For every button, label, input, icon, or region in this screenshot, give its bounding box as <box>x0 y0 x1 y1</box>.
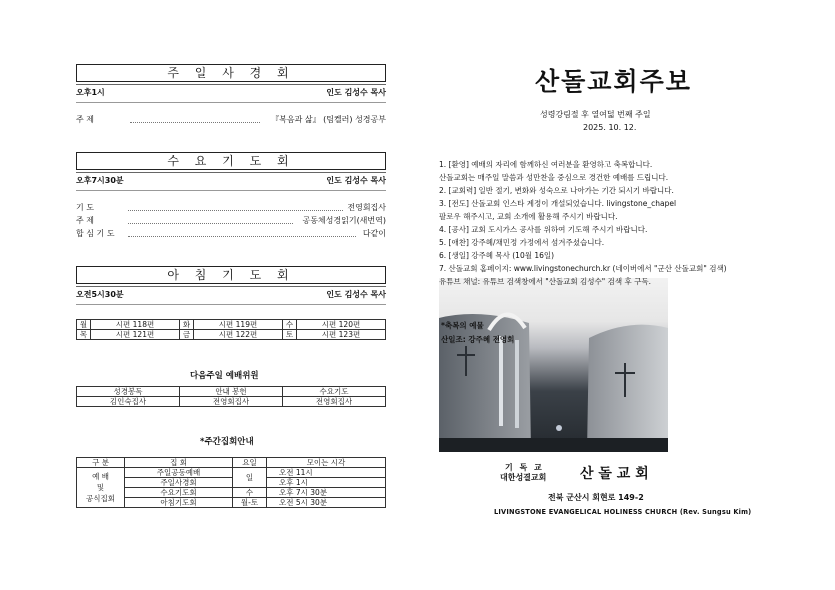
table-cell: 주일공동예배 <box>125 468 233 478</box>
table-cell: 시편 119편 <box>194 320 283 330</box>
table-cell: 토 <box>283 330 297 340</box>
table-header: 안내 봉헌 <box>180 387 283 397</box>
announcement-item: 1. [환영] 예배의 자리에 함께하신 여러분을 환영하고 축복합니다. <box>439 160 653 169</box>
divider <box>76 304 386 305</box>
church-illustration <box>439 278 668 452</box>
dotted-leader <box>130 122 260 123</box>
church-building-photo <box>439 278 668 452</box>
wednesday-unison-value: 다같이 <box>362 229 386 238</box>
wednesday-unison-label: 합 심 기 도 <box>76 229 115 238</box>
bulletin-date: 2025. 10. 12. <box>583 123 637 132</box>
dawn-prayer-leader: 인도 김성수 목사 <box>326 290 386 299</box>
divider <box>76 286 386 287</box>
table-header: 모이는 시각 <box>267 458 386 468</box>
table-cell: 수요기도회 <box>125 488 233 498</box>
weekly-meetings-title: *주간집회안내 <box>200 437 254 447</box>
wednesday-topic-value: 공동체성경읽기(새번역) <box>302 216 386 225</box>
table-row <box>77 330 386 340</box>
announcement-item: 팔로우 해주시고, 교회 소개에 활용해 주시기 바랍니다. <box>439 212 618 221</box>
next-week-table <box>76 386 386 407</box>
bulletin-title: 산돌교회주보 <box>535 67 692 96</box>
table-cell: 시편 123편 <box>297 330 386 340</box>
table-cell: 오전 5시 30분 <box>267 498 386 508</box>
sunday-meeting-leader: 인도 김성수 목사 <box>326 88 386 97</box>
announcement-item: 산돌교회는 매주일 말씀과 성만찬을 중심으로 경건한 예배를 드립니다. <box>439 173 669 182</box>
table-cell: 예 배 및 공식집회 <box>77 468 125 508</box>
wednesday-prayer-value: 전영회집사 <box>347 203 386 212</box>
table-cell: 목 <box>77 330 91 340</box>
table-row <box>77 397 386 407</box>
announcement-item: 6. [생일] 강주혜 목사 (10월 16일) <box>439 251 555 260</box>
table-cell: 주일사경회 <box>125 478 233 488</box>
divider <box>76 190 386 191</box>
divider <box>76 102 386 103</box>
table-header: 성경봉독 <box>77 387 180 397</box>
table-cell: 시편 118편 <box>91 320 180 330</box>
table-cell: 전영회집사 <box>283 397 386 407</box>
denomination-top: 기 독 교 <box>505 463 544 472</box>
liturgical-week: 성령강림절 후 열여덟 번째 주일 <box>540 110 651 119</box>
table-cell: 오후 1시 <box>267 478 386 488</box>
table-header: 집 회 <box>125 458 233 468</box>
blessing-offering-names: 산일조: 강주혜 전영회 <box>441 335 515 344</box>
church-english-name: LIVINGSTONE EVANGELICAL HOLINESS CHURCH (Rev. Sungsu Kim) <box>494 508 752 516</box>
next-week-title: 다음주일 예배위원 <box>190 371 259 381</box>
table-row <box>77 387 386 397</box>
divider <box>76 172 386 173</box>
table-cell: 오후 7시 30분 <box>267 488 386 498</box>
table-cell: 오전 11시 <box>267 468 386 478</box>
table-row <box>77 458 386 468</box>
announcement-item: 7. 산돌교회 홈페이지: www.livingstonechurch.kr (네이버에서 "군산 산돌교회" 검색) <box>439 264 727 273</box>
church-name: 산 돌 교 회 <box>580 466 649 482</box>
announcement-item: 3. [전도] 산돌교회 인스타 계정이 개설되었습니다. livingstone_chapel <box>439 199 677 208</box>
table-cell: 월 <box>77 320 91 330</box>
table-cell: 시편 120편 <box>297 320 386 330</box>
sunday-topic-label: 주 제 <box>76 115 94 124</box>
sunday-meeting-title: 주 일 사 경 회 <box>76 64 386 82</box>
table-cell: 화 <box>180 320 194 330</box>
dotted-leader <box>128 223 293 224</box>
weekly-meetings-table <box>76 457 386 508</box>
table-header: 요일 <box>233 458 267 468</box>
dawn-psalm-table <box>76 319 386 340</box>
announcement-item: 4. [공사] 교회 도시가스 공사를 위하여 기도해 주시기 바랍니다. <box>439 225 648 234</box>
table-header: 수요기도 <box>283 387 386 397</box>
announcement-item: 유튜브 채널: 유튜브 검색창에서 "산돌교회 김성수" 검색 후 구독. <box>439 277 652 286</box>
dotted-leader <box>128 236 356 237</box>
table-header: 구 분 <box>77 458 125 468</box>
table-cell: 월-토 <box>233 498 267 508</box>
wednesday-topic-label: 주 제 <box>76 216 94 225</box>
table-cell: 아침기도회 <box>125 498 233 508</box>
wednesday-meeting-title: 수 요 기 도 회 <box>76 152 386 170</box>
dawn-prayer-time: 오전5시30분 <box>76 290 124 299</box>
announcement-item: 5. [애찬] 강주혜/채민정 가정에서 섬겨주셨습니다. <box>439 238 605 247</box>
table-cell: 일 <box>233 468 267 488</box>
sunday-meeting-time: 오후1시 <box>76 88 105 97</box>
wednesday-meeting-time: 오후7시30분 <box>76 176 124 185</box>
table-cell: 시편 122편 <box>194 330 283 340</box>
blessing-offering-title: *축복의 예물 <box>441 321 484 330</box>
table-cell: 금 <box>180 330 194 340</box>
divider <box>76 84 386 85</box>
table-cell: 전영회집사 <box>180 397 283 407</box>
wednesday-prayer-label: 기 도 <box>76 203 94 212</box>
dawn-prayer-title: 아 침 기 도 회 <box>76 266 386 284</box>
church-address: 전북 군산시 회현로 149-2 <box>548 493 644 502</box>
table-cell: 수 <box>283 320 297 330</box>
table-row <box>77 320 386 330</box>
sunday-topic-value: 『복음과 삶』 (팀켈러) 성경공부 <box>271 115 386 124</box>
table-cell: 김인숙집사 <box>77 397 180 407</box>
table-row <box>77 468 386 478</box>
dotted-leader <box>128 210 343 211</box>
denomination-bottom: 대한성결교회 <box>500 473 547 482</box>
table-cell: 수 <box>233 488 267 498</box>
announcement-item: 2. [교회력] 일반 절기, 변화와 성숙으로 나아가는 기간 되시기 바랍니다. <box>439 186 674 195</box>
table-cell: 시편 121편 <box>91 330 180 340</box>
wednesday-meeting-leader: 인도 김성수 목사 <box>326 176 386 185</box>
